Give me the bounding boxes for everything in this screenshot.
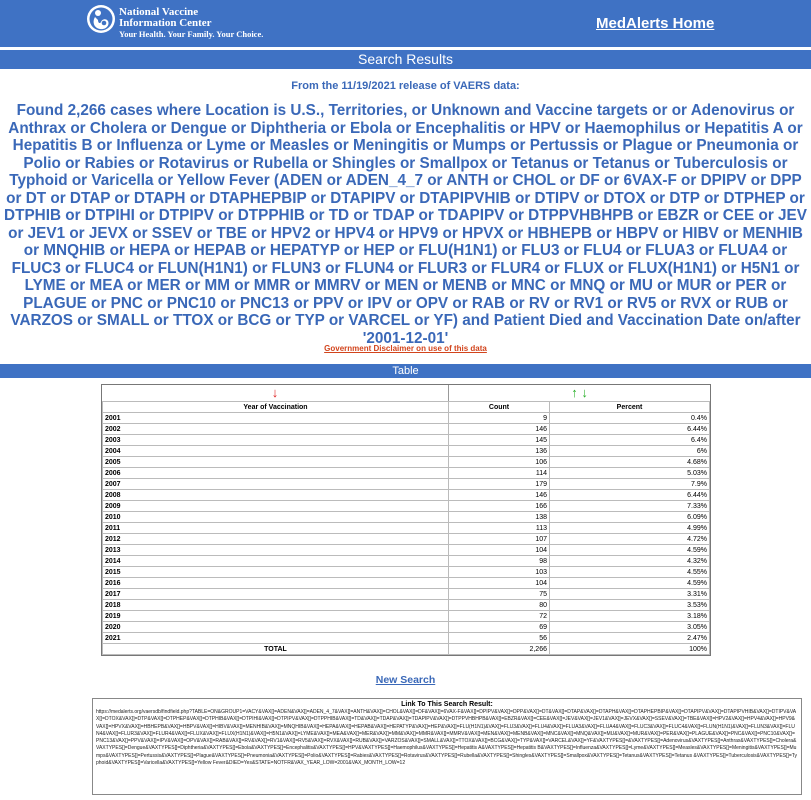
cell-percent: 4.72%: [550, 534, 710, 545]
cell-year: 2005: [103, 457, 449, 468]
table-row: [103, 578, 710, 589]
cell-year: 2008: [103, 490, 449, 501]
cell-year: 2017: [103, 589, 449, 600]
table-row: [103, 545, 710, 556]
cell-year: 2018: [103, 600, 449, 611]
sort-row: [102, 385, 710, 401]
cell-count: 107: [449, 534, 550, 545]
table-total-row: [103, 644, 710, 655]
table-row: [103, 611, 710, 622]
cell-year: 2015: [103, 567, 449, 578]
cell-count: 145: [449, 435, 550, 446]
data-table: [102, 401, 710, 655]
cell-year: 2020: [103, 622, 449, 633]
cell-count: 136: [449, 446, 550, 457]
cell-count: 103: [449, 567, 550, 578]
table-bar: Table: [0, 364, 811, 378]
cell-year: 2019: [103, 611, 449, 622]
new-search-link[interactable]: New Search: [375, 674, 436, 686]
cell-count: 104: [449, 578, 550, 589]
cell-percent: 6.44%: [550, 490, 710, 501]
government-disclaimer-link[interactable]: Government Disclaimer on use of this data: [324, 344, 487, 353]
cell-count: 69: [449, 622, 550, 633]
cell-year: 2009: [103, 501, 449, 512]
cell-count: 138: [449, 512, 550, 523]
cell-percent: 0.4%: [550, 413, 710, 424]
table-row: [103, 556, 710, 567]
table-row: [103, 424, 710, 435]
cell-percent: 4.55%: [550, 567, 710, 578]
cell-count: 98: [449, 556, 550, 567]
cell-count: 80: [449, 600, 550, 611]
total-label: TOTAL: [103, 644, 449, 655]
medalerts-home-link[interactable]: MedAlerts Home: [596, 15, 715, 32]
cell-year: 2002: [103, 424, 449, 435]
cell-percent: 4.32%: [550, 556, 710, 567]
link-box-title: Link To This Search Result:: [401, 701, 493, 708]
cell-year: 2003: [103, 435, 449, 446]
search-link-box: [92, 698, 802, 795]
cell-percent: 6.44%: [550, 424, 710, 435]
total-percent: 100%: [550, 644, 710, 655]
table-row: [103, 446, 710, 457]
cell-year: 2006: [103, 468, 449, 479]
table-row: [103, 633, 710, 644]
cell-count: 72: [449, 611, 550, 622]
table-row: [103, 490, 710, 501]
cell-percent: 6.4%: [550, 435, 710, 446]
cell-percent: 4.59%: [550, 545, 710, 556]
cell-count: 9: [449, 413, 550, 424]
cell-year: 2007: [103, 479, 449, 490]
cell-count: 113: [449, 523, 550, 534]
cell-year: 2010: [103, 512, 449, 523]
cell-percent: 3.05%: [550, 622, 710, 633]
cell-percent: 3.18%: [550, 611, 710, 622]
org-name-line2: Information Center: [119, 17, 212, 29]
cell-year: 2016: [103, 578, 449, 589]
cell-year: 2014: [103, 556, 449, 567]
cell-count: 114: [449, 468, 550, 479]
header-percent: Percent: [550, 402, 710, 413]
table-row: [103, 567, 710, 578]
cell-percent: 4.59%: [550, 578, 710, 589]
cell-year: 2011: [103, 523, 449, 534]
cell-percent: 2.47%: [550, 633, 710, 644]
cell-year: 2012: [103, 534, 449, 545]
table-row: [103, 435, 710, 446]
total-count: 2,266: [449, 644, 550, 655]
table-body: [103, 413, 710, 655]
table-row: [103, 534, 710, 545]
cell-count: 146: [449, 424, 550, 435]
cell-count: 56: [449, 633, 550, 644]
table-row: [103, 600, 710, 611]
table-row: [103, 622, 710, 633]
cell-percent: 4.99%: [550, 523, 710, 534]
cell-count: 106: [449, 457, 550, 468]
cell-percent: 5.03%: [550, 468, 710, 479]
table-row: [103, 523, 710, 534]
cell-year: 2001: [103, 413, 449, 424]
header-count: Count: [449, 402, 550, 413]
cell-count: 104: [449, 545, 550, 556]
cell-percent: 4.68%: [550, 457, 710, 468]
cell-percent: 3.53%: [550, 600, 710, 611]
cell-percent: 6%: [550, 446, 710, 457]
table-row: [103, 512, 710, 523]
org-name: [119, 7, 263, 40]
sort-down-arrow-icon[interactable]: ↓: [102, 385, 449, 401]
cell-percent: 6.09%: [550, 512, 710, 523]
cell-count: 75: [449, 589, 550, 600]
table-row: [103, 457, 710, 468]
search-criteria-text: Found 2,266 cases where Location is U.S., Territories, or Unknown and Vaccine targets or or Adenovirus or Anthrax or Cholera or Dengue or Diphtheria or Ebola or Encephalitis or HPV or Haemophilus or Hepatitis A or Hepatitis B or Influenza or Lyme or Measles or Meningitis or Mumps or Pertussis or Plague or Pneumonia or Polio or Rabies or Rotavirus or Rubella or Shingles or Smallpox or Tetanus or Tetanus or Tuberculosis or Typhoid or Varicella or Yellow Fever (ADEN or ADEN_4_7 or ANTH or CHOL or DF or 6VAX-F or DPIPV or DPP or DT or DTAP or DTAPH or DTAPHEPBIP or DTAPIPV or DTAPIPVHIB or DTIPV or DTOX or DTP or DTPHEP or DTPHIB or DTPIHI or DTPIPV or DTPPHIB or TD or TDAP or TDAPIPV or DTPPVHBHPB or EBZR or CEE or JEV or JEV1 or JEVX or SSEV or TBE or HPV2 or HPV4 or HPV9 or HPVX or HBHEPB or HBPV or HIBV or MENHIB or MNQHIB or HEPA or HEPAB or HEPATYP or HEP or FLU(H1N1) or FLU3 or FLU4 or FLUA3 or FLUA4 or FLUC3 or FLUC4 or FLUN(H1N1) or FLUN3 or FLUN4 or FLUR3 or FLUR4 or FLUX or FLUX(H1N1) or H5N1 or LYME or MEA or MER or MM or MMR or MMRV or MEN or MENB or MNC or MNQ or MU or MUR or PER or PLAGUE or PNC or PNC10 or PNC13 or PPV or IPV or OPV or RAB or RV or RV1 or RV5 or RVX or RUB or VARZOS or SMALL or TTOX or BCG or TYP or VARCEL or YF) and Patient Died and Vaccination Date on/after '2001-12-01': [4, 102, 807, 347]
cell-count: 179: [449, 479, 550, 490]
header-year: Year of Vaccination: [103, 402, 449, 413]
cell-year: 2004: [103, 446, 449, 457]
release-text: From the 11/19/2021 release of VAERS data:: [291, 80, 520, 92]
org-tagline: Your Health. Your Family. Your Choice.: [119, 29, 264, 39]
results-table: [101, 384, 711, 656]
search-results-bar: Search Results: [0, 50, 811, 69]
table-header-row: [103, 402, 710, 413]
org-name-line1: National Vaccine: [119, 6, 199, 18]
table-row: [103, 468, 710, 479]
table-row: [103, 589, 710, 600]
cell-percent: 7.33%: [550, 501, 710, 512]
table-row: [103, 413, 710, 424]
cell-year: 2013: [103, 545, 449, 556]
nvic-logo-icon[interactable]: [86, 4, 116, 34]
cell-count: 146: [449, 490, 550, 501]
cell-percent: 3.31%: [550, 589, 710, 600]
table-row: [103, 479, 710, 490]
top-header: [0, 0, 811, 47]
sort-up-down-arrows-icon[interactable]: ↑ ↓: [571, 385, 588, 400]
cell-count: 166: [449, 501, 550, 512]
table-row: [103, 501, 710, 512]
search-result-url[interactable]: https://medalerts.org/vaersdb/findfield.php?TABLE=ON&GROUP1=VACY&VAX[]=ADEN&VAX[]=ADEN_4_7&VAX[]=ANTH&VAX[]=CHOL&VAX[]=DF&VAX[]=6VAX-F&VAX[]=DPIPV&VAX[]=DPP&VAX[]=DT&VAX[]=DTAP&VAX[]=DTAPH&VAX[]=DTAPHEPBIP&VAX[]=DTAPIPV&VAX[]=DTAPIPVHIB&VAX[]=DTIPV&VAX[]=DTOX&VAX[]=DTP&VAX[]=DTPHEP&VAX[]=DTPHIB&VAX[]=DTPIHI&VAX[]=DTPIPV&VAX[]=DTPPHIB&VAX[]=TD&VAX[]=TDAP&VAX[]=TDAPIPV&VAX[]=DTPPVHBHPB&VAX[]=EBZR&VAX[]=CEE&VAX[]=JEV&VAX[]=JEV1&VAX[]=JEVX&VAX[]=SSEV&VAX[]=TBE&VAX[]=HPV2&VAX[]=HPV4&VAX[]=HPV9&VAX[]=HPVX&VAX[]=HBHEPB&VAX[]=HBPV&VAX[]=HIBV&VAX[]=MENHIB&VAX[]=MNQHIB&VAX[]=HEPA&VAX[]=HEPAB&VAX[]=HEPATYP&VAX[]=HEP&VAX[]=FLU(H1N1)&VAX[]=FLU3&VAX[]=FLU4&VAX[]=FLUA3&VAX[]=FLUA4&VAX[]=FLUC3&VAX[]=FLUC4&VAX[]=FLUN(H1N1)&VAX[]=FLUN3&VAX[]=FLUN4&VAX[]=FLUR3&VAX[]=FLUR4&VAX[]=FLUX&VAX[]=FLUX(H1N1)&VAX[]=H5N1&VAX[]=LYME&VAX[]=MEA&VAX[]=MER&VAX[]=MM&VAX[]=MMR&VAX[]=MMRV&VAX[]=MEN&VAX[]=MENB&VAX[]=MNC&VAX[]=MNQ&VAX[]=MU&VAX[]=MUR&VAX[]=PER&VAX[]=PLAGUE&VAX[]=PNC&VAX[]=PNC10&VAX[]=PNC13&VAX[]=PPV&VAX[]=IPV&VAX[]=OPV&VAX[]=RAB&VAX[]=RV&VAX[]=RV1&VAX[]=RV5&VAX[]=RVX&VAX[]=RUB&VAX[]=VARZOS&VAX[]=SMALL&VAX[]=TTOX&VAX[]=BCG&VAX[]=TYP&VAX[]=VARCEL&VAX[]=YF&VAXTYPES[]=&VAXTYPES[]=Adenovirus&VAXTYPES[]=Anthrax&VAXTYPES[]=Cholera&VAXTYPES[]=Dengue&VAXTYPES[]=Diphtheria&VAXTYPES[]=Ebola&VAXTYPES[]=Encephalitis&VAXTYPES[]=HPV&VAXTYPES[]=Haemophilus&VAXTYPES[]=Hepatitis A&VAXTYPES[]=Hepatitis B&VAXTYPES[]=Influenza&VAXTYPES[]=Lyme&VAXTYPES[]=Measles&VAXTYPES[]=Meningitis&VAXTYPES[]=Mumps&VAXTYPES[]=Pertussis&VAXTYPES[]=Plague&VAXTYPES[]=Pneumonia&VAXTYPES[]=Polio&VAXTYPES[]=Rabies&VAXTYPES[]=Rotavirus&VAXTYPES[]=Rubella&VAXTYPES[]=Shingles&VAXTYPES[]=Smallpox&VAXTYPES[]=Tetanus&VAXTYPES[]=Tetanus &VAXTYPES[]=Tuberculosis&VAXTYPES[]=Typhoid&VAXTYPES[]=Varicella&VAXTYPES[]=Yellow Fever&DIED=Yes&STATE=NOTFR&VAX_YEAR_LOW=2001&VAX_MONTH_LOW=12: [96, 709, 798, 767]
cell-percent: 7.9%: [550, 479, 710, 490]
cell-year: 2021: [103, 633, 449, 644]
